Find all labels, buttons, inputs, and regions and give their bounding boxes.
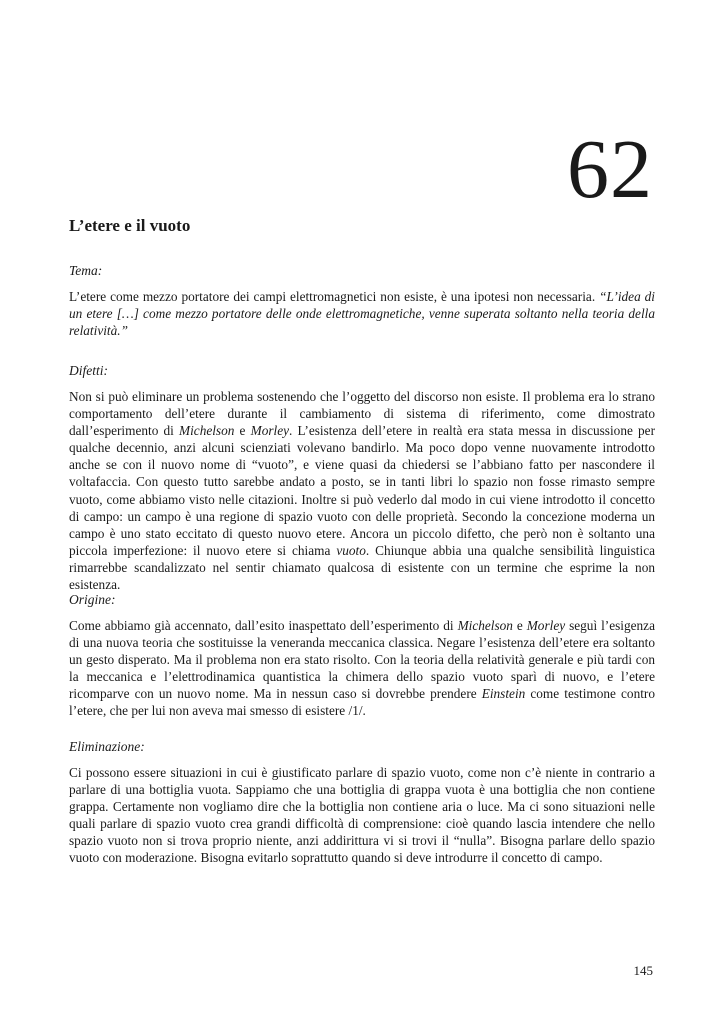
italic-text-run: “L’idea di un etere […] come mezzo portatore delle onde elettromagnetiche, venne superata soltanto nella teoria della relatività.” bbox=[69, 289, 655, 339]
italic-text-run: vuoto bbox=[336, 542, 366, 558]
text-run: Non si può eliminare un problema sostenendo che l’oggetto del discorso non esiste. Il problema era lo strano comportamento dell’etere durante il cambiamento di sistema di riferimento, come dimostrato dall’esperimento di bbox=[69, 389, 655, 439]
italic-text-run: Morley bbox=[526, 618, 566, 633]
text-run: Come abbiamo già accennato, dall’esito inaspettato dell’esperimento di bbox=[69, 618, 458, 633]
section-body-origine bbox=[69, 617, 655, 720]
section-body-eliminazione bbox=[69, 764, 655, 867]
text-run: come testimone contro l’etere, che per lui non aveva mai smesso di esistere /1/. bbox=[69, 686, 655, 719]
section-heading-tema: Tema: bbox=[69, 263, 103, 278]
italic-text-run: Morley bbox=[250, 423, 290, 439]
section-body-tema bbox=[69, 288, 655, 339]
chapter-title: L’etere e il vuoto bbox=[69, 216, 191, 235]
text-run: Ci possono essere situazioni in cui è giustificato parlare di spazio vuoto, come non c’è niente in contrario a parlare di una bottiglia vuota. Sappiamo che una bottiglia di grappa vuota è una bottiglia che non contiene grappa. Certamente non vogliamo dire che la bottiglia non contiene aria o luce. Ma ci sono situazioni nelle quali parlare di spazio vuoto crea grandi difficoltà di comprensione: cioè quando lascia intendere che nello spazio vuoto non si trova proprio niente, anzi addirittura vi si trovi il “nulla”. Bisogna parlare dello spazio vuoto con moderazione. Bisogna evitarlo soprattutto quando si deve introdurre il concetto di campo. bbox=[69, 765, 655, 866]
italic-text-run: Michelson bbox=[179, 423, 235, 439]
italic-text-run: Michelson bbox=[457, 618, 513, 633]
section-heading-origine: Origine: bbox=[69, 592, 116, 607]
section-origine bbox=[69, 591, 655, 720]
text-run: . L’esistenza dell’etere in realtà era stata messa in discussione per qualche decennio, anzi alcuni scienziati volevano bandirlo. Ma poco dopo venne nuovamente introdotto anche se con il nuovo nome di “vuoto”, e viene quasi da chiedersi se l’abbiano fatto per nascondere il voltafaccia. Con questo tutto sarebbe andato a posto, se in tanti libri lo spazio non fosse rimasto sempre vuoto, come abbiamo visto nelle citazioni. Inoltre si può vederlo dal modo in cui viene introdotto il concetto di campo: un campo è una regione di spazio vuoto con delle proprietà. Secondo la concezione moderna un campo è uno stato eccitato di questo nuovo etere. Ancora un piccolo difetto, che però non è soltanto una piccola imperfezione: il nuovo etere si chiama bbox=[69, 423, 655, 558]
chapter-number: 62 bbox=[567, 123, 653, 216]
section-body-difetti bbox=[69, 388, 655, 593]
section-difetti bbox=[69, 362, 655, 593]
page-number: 145 bbox=[633, 963, 653, 978]
section-heading-eliminazione: Eliminazione: bbox=[69, 739, 145, 754]
section-tema bbox=[69, 262, 655, 339]
italic-text-run: Einstein bbox=[481, 686, 526, 702]
section-eliminazione bbox=[69, 738, 655, 867]
text-run: e bbox=[234, 423, 251, 439]
text-run: . Chiunque abbia una qualche sensibilità linguistica rimarrebbe scandalizzato nel sentir chiamato qualcosa di esistente con un termine che esprime la non esistenza. bbox=[69, 542, 655, 593]
text-run: e bbox=[512, 618, 527, 633]
text-run: L’etere come mezzo portatore dei campi elettromagnetici non esiste, è una ipotesi non necessaria. bbox=[69, 289, 600, 304]
section-heading-difetti: Difetti: bbox=[69, 363, 108, 378]
text-run: seguì l’esigenza di una nuova teoria che sostituisse la veneranda meccanica classica. Negare l’esistenza dell’etere era soltanto un gesto disperato. Ma il problema non era stato risolto. Con la teoria della relatività generale e più tardi con la meccanica e l’elettrodinamica quantistica la chimera dello spazio vuoto sparì di nuovo, e l’etere ricomparve con un nuovo nome. Ma in nessun caso si dovrebbe prendere bbox=[69, 618, 655, 702]
